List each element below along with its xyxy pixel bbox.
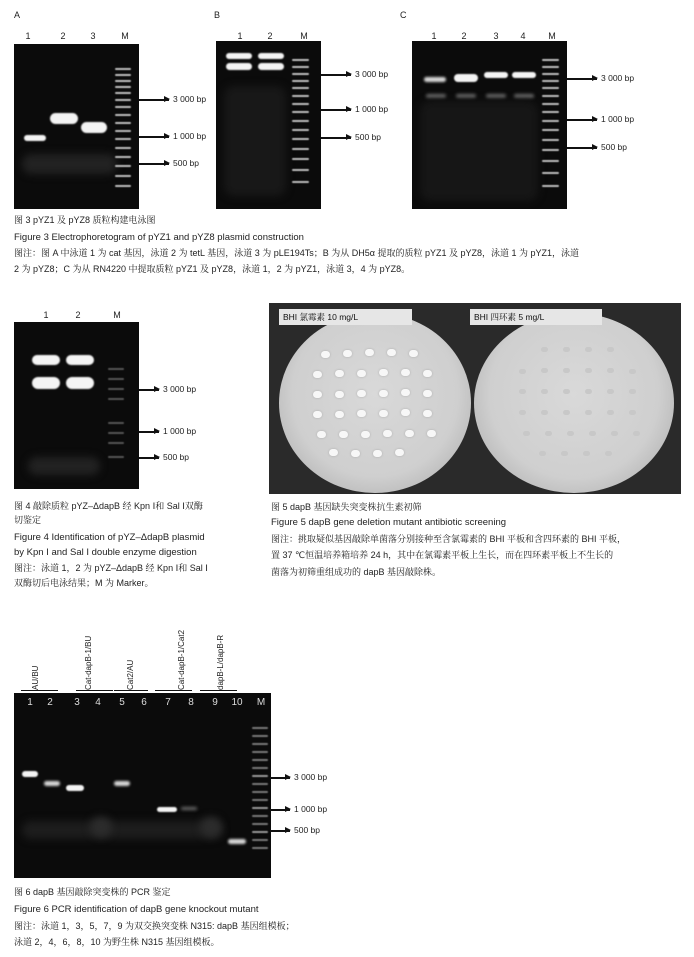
tetracycline-plate bbox=[474, 313, 674, 493]
size-marker-3000: 3 000 bp bbox=[270, 772, 327, 782]
gel-band bbox=[157, 807, 177, 812]
lane-label: 1 bbox=[43, 310, 49, 320]
gel-band bbox=[226, 53, 252, 59]
lane-label: 3 bbox=[493, 31, 499, 41]
size-marker-1000: 1 000 bp bbox=[139, 131, 206, 141]
panel-c-letter: C bbox=[400, 10, 407, 20]
lane-label: 4 bbox=[520, 31, 526, 41]
lane-label: 1 bbox=[237, 31, 243, 41]
gel-band bbox=[66, 377, 94, 389]
chloramphenicol-plate bbox=[279, 313, 471, 493]
gel-smear bbox=[420, 101, 538, 201]
primer-label: dapB-L/dapB-R bbox=[216, 634, 225, 690]
gel-panel-b bbox=[216, 41, 321, 209]
gel-band bbox=[114, 781, 130, 786]
gel-band bbox=[66, 355, 94, 365]
figure-5-note-1: 图注：挑取疑似基因敲除单菌落分别接种至含氯霉素的 BHI 平板和含四环素的 BHI 平板， bbox=[271, 534, 627, 544]
gel-band bbox=[22, 771, 38, 777]
lane-label: 6 bbox=[141, 697, 147, 708]
lane-label: 3 bbox=[74, 697, 80, 708]
plate-right-label: BHI 四环素 5 mg/L bbox=[470, 309, 602, 325]
size-marker-500: 500 bp bbox=[567, 142, 627, 152]
gel-smear bbox=[200, 817, 222, 837]
gel-band bbox=[44, 781, 60, 786]
lane-label: 3 bbox=[90, 31, 96, 41]
panel-a-letter: A bbox=[14, 10, 21, 20]
lane-label: 1 bbox=[27, 697, 33, 708]
primer-label: Cat-dapB-1/BU bbox=[84, 635, 93, 690]
gel-band bbox=[484, 72, 508, 78]
size-marker-3000: 3 000 bp bbox=[567, 73, 634, 83]
figure-3-caption-cn: 图 3 pYZ1 及 pYZ8 质粒构建电泳图 bbox=[14, 215, 156, 225]
figure-6-note-2: 泳道 2，4，6，8，10 为野生株 N315 基因组模板。 bbox=[14, 937, 220, 947]
figure-4-caption-en-1: Figure 4 Identification of pYZ–ΔdapB plasmid bbox=[14, 532, 205, 543]
gel-figure-6 bbox=[14, 693, 271, 878]
figure-5-note-3: 菌落为初筛重组成功的 dapB 基因敲除株。 bbox=[271, 567, 442, 577]
lane-label: 5 bbox=[119, 697, 125, 708]
figure-5-caption-en: Figure 5 dapB gene deletion mutant antibiotic screening bbox=[271, 517, 507, 528]
gel-band bbox=[454, 74, 478, 82]
lane-label: 8 bbox=[188, 697, 194, 708]
gel-band bbox=[456, 94, 476, 98]
primer-label: Cat-dapB-1/Cat2 bbox=[177, 629, 186, 690]
figure-4-caption-cn-1: 图 4 敲除质粒 pYZ–ΔdapB 经 Kpn Ⅰ和 Sal Ⅰ双酶 bbox=[14, 501, 203, 511]
lane-label: M bbox=[256, 697, 266, 708]
plate-photo bbox=[269, 303, 681, 494]
gel-band bbox=[181, 807, 197, 810]
lane-label: M bbox=[113, 310, 121, 320]
gel-panel-a bbox=[14, 44, 139, 209]
size-marker-1000: 1 000 bp bbox=[567, 114, 634, 124]
size-marker-3000: 3 000 bp bbox=[139, 384, 196, 394]
gel-band bbox=[226, 63, 252, 70]
gel-smear bbox=[90, 817, 112, 837]
gel-band bbox=[81, 122, 107, 133]
gel-band bbox=[486, 94, 506, 98]
gel-band bbox=[32, 355, 60, 365]
gel-smear bbox=[22, 154, 117, 174]
figure-5-note-2: 置 37 ℃恒温培养箱培养 24 h，其中在氯霉素平板上生长，而在四环素平板上不生长的 bbox=[271, 550, 614, 560]
primer-label: Cat2/AU bbox=[126, 659, 135, 690]
size-marker-1000: 1 000 bp bbox=[321, 104, 388, 114]
figure-3-caption-en: Figure 3 Electrophoretogram of pYZ1 and pYZ8 plasmid construction bbox=[14, 232, 304, 243]
size-marker-500: 500 bp bbox=[321, 132, 381, 142]
size-marker-500: 500 bp bbox=[270, 825, 320, 835]
gel-band bbox=[258, 63, 284, 70]
gel-smear bbox=[22, 821, 222, 839]
lane-label: M bbox=[300, 31, 308, 41]
gel-figure-4 bbox=[14, 322, 139, 489]
lane-label: 2 bbox=[267, 31, 273, 41]
size-marker-1000: 1 000 bp bbox=[270, 804, 327, 814]
gel-band bbox=[50, 113, 78, 124]
size-marker-1000: 1 000 bp bbox=[139, 426, 196, 436]
figure-5-caption-cn: 图 5 dapB 基因缺失突变株抗生素初筛 bbox=[271, 502, 422, 512]
gel-smear bbox=[28, 457, 100, 475]
figure-4-note-2: 双酶切后电泳结果；M 为 Marker。 bbox=[14, 578, 154, 588]
lane-label: 1 bbox=[431, 31, 437, 41]
lane-label: 2 bbox=[75, 310, 81, 320]
size-marker-500: 500 bp bbox=[139, 452, 189, 462]
gel-band bbox=[426, 94, 446, 98]
lane-label: M bbox=[548, 31, 556, 41]
lane-label: 10 bbox=[231, 697, 243, 708]
figure-4-caption-en-2: by Kpn I and Sal I double enzyme digestion bbox=[14, 547, 197, 558]
gel-band bbox=[258, 53, 284, 59]
gel-band bbox=[514, 94, 534, 98]
lane-label: 2 bbox=[47, 697, 53, 708]
lane-label: 2 bbox=[461, 31, 467, 41]
lane-label: 1 bbox=[25, 31, 31, 41]
figure-4-note-1: 图注：泳道 1，2 为 pYZ–ΔdapB 经 Kpn Ⅰ和 Sal Ⅰ bbox=[14, 563, 208, 573]
figure-4-caption-cn-2: 切鉴定 bbox=[14, 515, 42, 525]
primer-label: AU/BU bbox=[31, 665, 40, 690]
gel-band bbox=[24, 135, 46, 141]
lane-label: M bbox=[121, 31, 129, 41]
lane-label: 9 bbox=[212, 697, 218, 708]
gel-band bbox=[32, 377, 60, 389]
gel-smear bbox=[224, 86, 286, 196]
panel-b-letter: B bbox=[214, 10, 221, 20]
figure-3-note-line-2: 2 为 pYZ8；C 为从 RN4220 中提取质粒 pYZ1 及 pYZ8，泳道 1，2 为 pYZ1，泳道 3，4 为 pYZ8。 bbox=[14, 264, 411, 274]
size-marker-3000: 3 000 bp bbox=[321, 69, 388, 79]
gel-band bbox=[512, 72, 536, 78]
gel-band bbox=[66, 785, 84, 791]
lane-label: 2 bbox=[60, 31, 66, 41]
figure-6-caption-en: Figure 6 PCR identification of dapB gene knockout mutant bbox=[14, 904, 259, 915]
gel-band bbox=[424, 77, 446, 82]
figure-3-note-line-1: 图注：图 A 中泳道 1 为 cat 基因，泳道 2 为 tetL 基因，泳道 3 为 pLE194Ts；B 为从 DH5α 提取的质粒 pYZ1 及 pYZ8，泳道 1 为 pYZ1，泳道 bbox=[14, 248, 579, 258]
size-marker-3000: 3 000 bp bbox=[139, 94, 206, 104]
plate-left-label: BHI 氯霉素 10 mg/L bbox=[279, 309, 412, 325]
gel-panel-c bbox=[412, 41, 567, 209]
figure-6-note-1: 图注：泳道 1，3，5，7，9 为双交换突变株 N315: dapB 基因组模板； bbox=[14, 921, 295, 931]
lane-label: 7 bbox=[165, 697, 171, 708]
figure-6-caption-cn: 图 6 dapB 基因敲除突变株的 PCR 鉴定 bbox=[14, 887, 171, 897]
size-marker-500: 500 bp bbox=[139, 158, 199, 168]
lane-label: 4 bbox=[95, 697, 101, 708]
gel-band bbox=[228, 839, 246, 844]
